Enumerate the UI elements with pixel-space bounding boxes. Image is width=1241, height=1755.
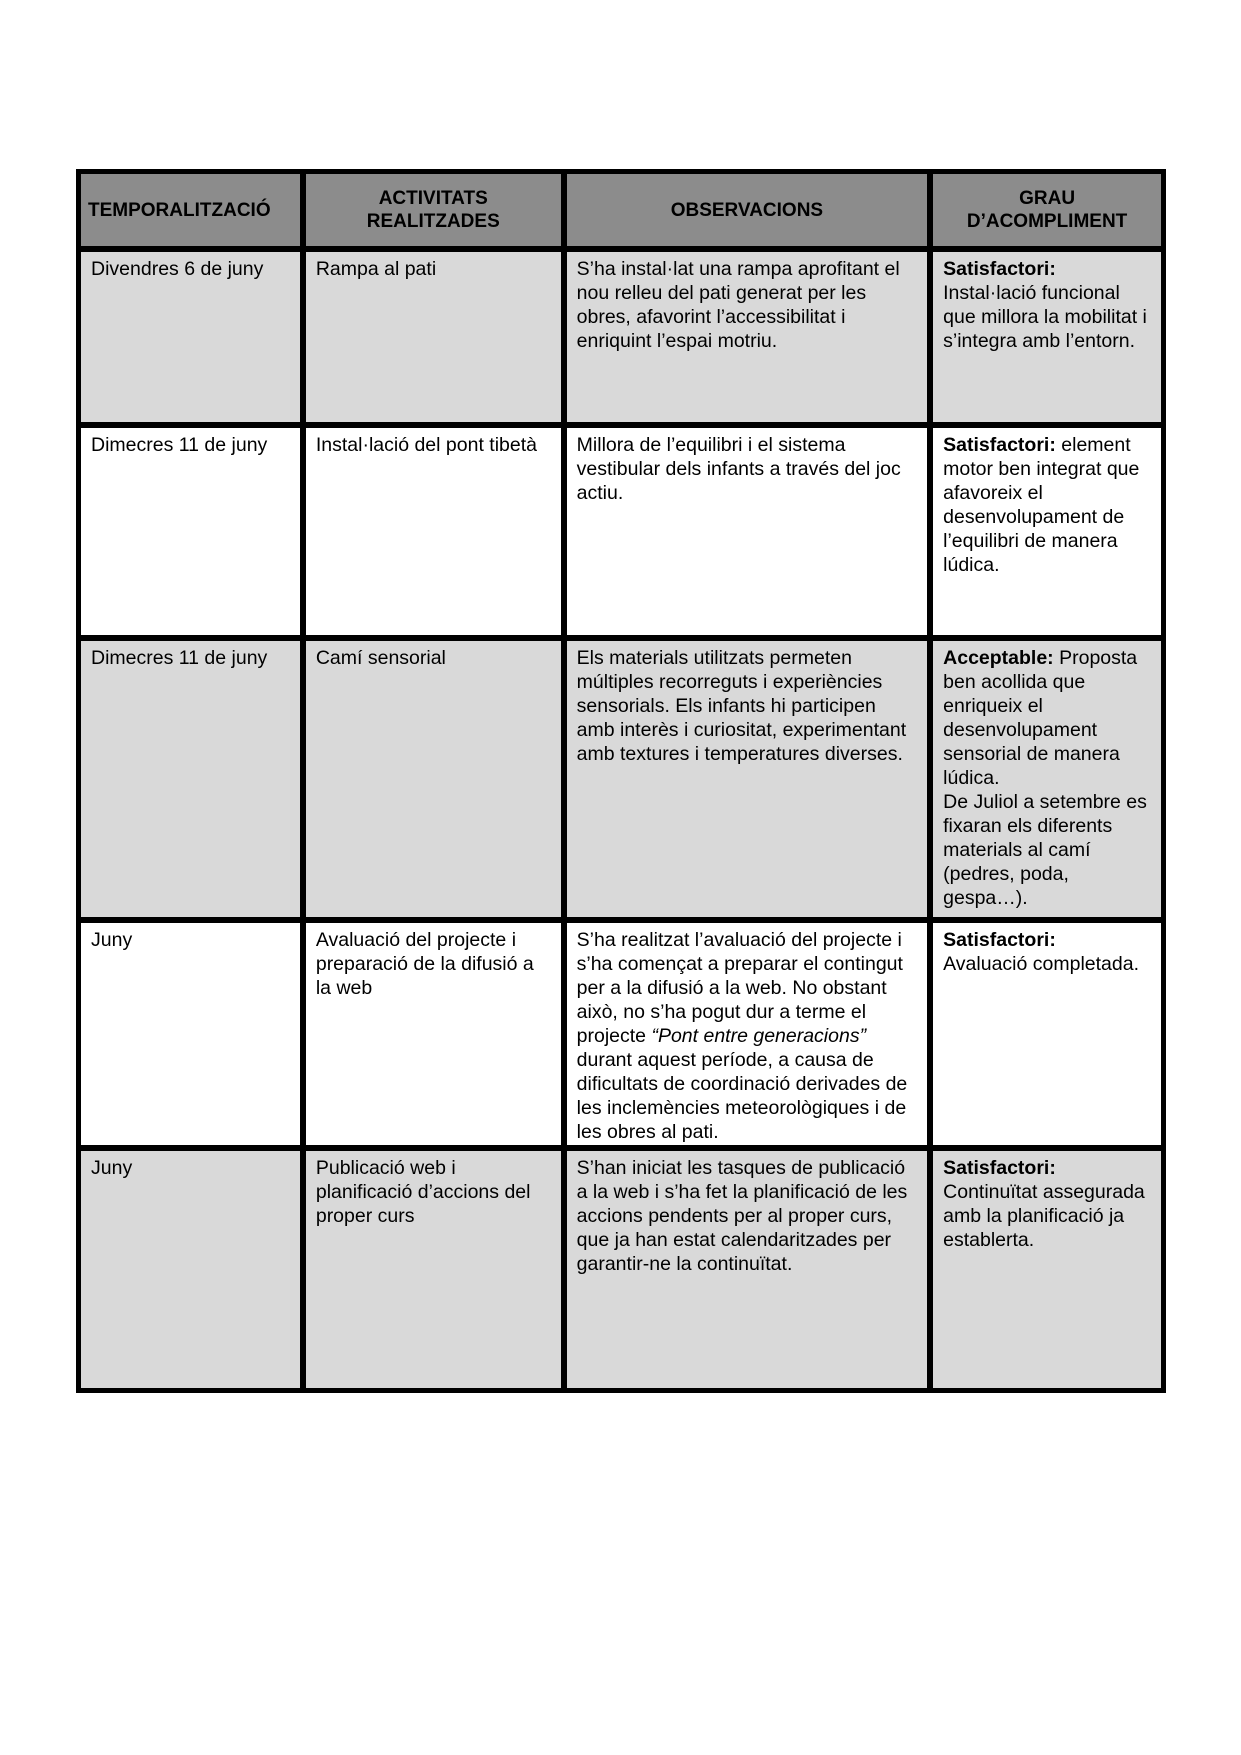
date-cell: Divendres 6 de juny <box>78 249 303 425</box>
grade-label: Acceptable: <box>943 647 1054 669</box>
grade-label: Satisfactori: <box>943 929 1056 951</box>
grade-text: Proposta ben acollida que enriqueix el desenvolupament sensorial de manera lúdica. <box>943 647 1138 789</box>
date-cell: Dimecres 11 de juny <box>78 425 303 638</box>
activity-cell: Publicació web i planificació d’accions del proper curs <box>303 1148 564 1391</box>
table-row <box>78 425 1164 638</box>
grade-cell <box>930 638 1164 920</box>
grade-cell <box>930 249 1164 425</box>
header-grau: GRAU D’ACOMPLIMENT <box>930 171 1164 249</box>
grade-label: Satisfactori: <box>943 434 1056 456</box>
grade-note: De Juliol a setembre es fixaran els diferents materials al camí (pedres, poda, gespa…). <box>943 791 1147 909</box>
grade-cell <box>930 425 1164 638</box>
project-title: “Pont entre generacions” <box>651 1025 867 1047</box>
date-cell: Juny <box>78 1148 303 1391</box>
grade-text: Instal·lació funcional que millora la mobilitat i s’integra amb l’entorn. <box>943 282 1147 352</box>
activity-cell: Camí sensorial <box>303 638 564 920</box>
grade-text: Avaluació completada. <box>943 953 1139 975</box>
table-row <box>78 638 1164 920</box>
observations-cell: S’ha instal·lat una rampa aprofitant el nou relleu del pati generat per les obres, afavorint l’accessibilitat i enriquint l’espai motriu. <box>564 249 930 425</box>
grade-text: element motor ben integrat que afavoreix el desenvolupament de l’equilibri de manera lúdica. <box>943 434 1140 576</box>
observations-text: durant aquest període, a causa de dificultats de coordinació derivades de les inclemències meteorològiques i de les obres al pati. <box>576 1049 908 1143</box>
observations-cell: S’han iniciat les tasques de publicació a la web i s’ha fet la planificació de les accions pendents per al proper curs, que ja han estat calendaritzades per garantir-ne la continuïtat. <box>564 1148 930 1391</box>
grade-text: Continuïtat assegurada amb la planificació ja establerta. <box>943 1181 1145 1251</box>
table-row <box>78 249 1164 425</box>
grade-cell <box>930 920 1164 1148</box>
activity-cell: Avaluació del projecte i preparació de la difusió a la web <box>303 920 564 1148</box>
header-observacions: OBSERVACIONS <box>564 171 930 249</box>
date-cell: Juny <box>78 920 303 1148</box>
observations-cell: Millora de l’equilibri i el sistema vestibular dels infants a través del joc actiu. <box>564 425 930 638</box>
grade-label: Satisfactori: <box>943 1157 1056 1179</box>
activities-table <box>76 169 1166 1393</box>
header-activitats: ACTIVITATS REALITZADES <box>303 171 564 249</box>
header-row <box>78 171 1164 249</box>
table-row <box>78 1148 1164 1391</box>
observations-cell <box>564 920 930 1148</box>
header-temporalitzacio: TEMPORALITZACIÓ <box>78 171 303 249</box>
observations-cell: Els materials utilitzats permeten múltiples recorreguts i experiències sensorials. Els infants hi participen amb interès i curiositat, experimentant amb textures i temperatures diverses. <box>564 638 930 920</box>
observations-text: S’ha realitzat l’avaluació del projecte i s’ha començat a preparar el contingut per a la difusió a la web. No obstant això, no s’ha pogut dur a terme el projecte <box>576 929 903 1047</box>
date-cell: Dimecres 11 de juny <box>78 638 303 920</box>
grade-cell <box>930 1148 1164 1391</box>
activity-cell: Instal·lació del pont tibetà <box>303 425 564 638</box>
grade-label: Satisfactori: <box>943 258 1056 280</box>
activity-cell: Rampa al pati <box>303 249 564 425</box>
table-row <box>78 920 1164 1148</box>
